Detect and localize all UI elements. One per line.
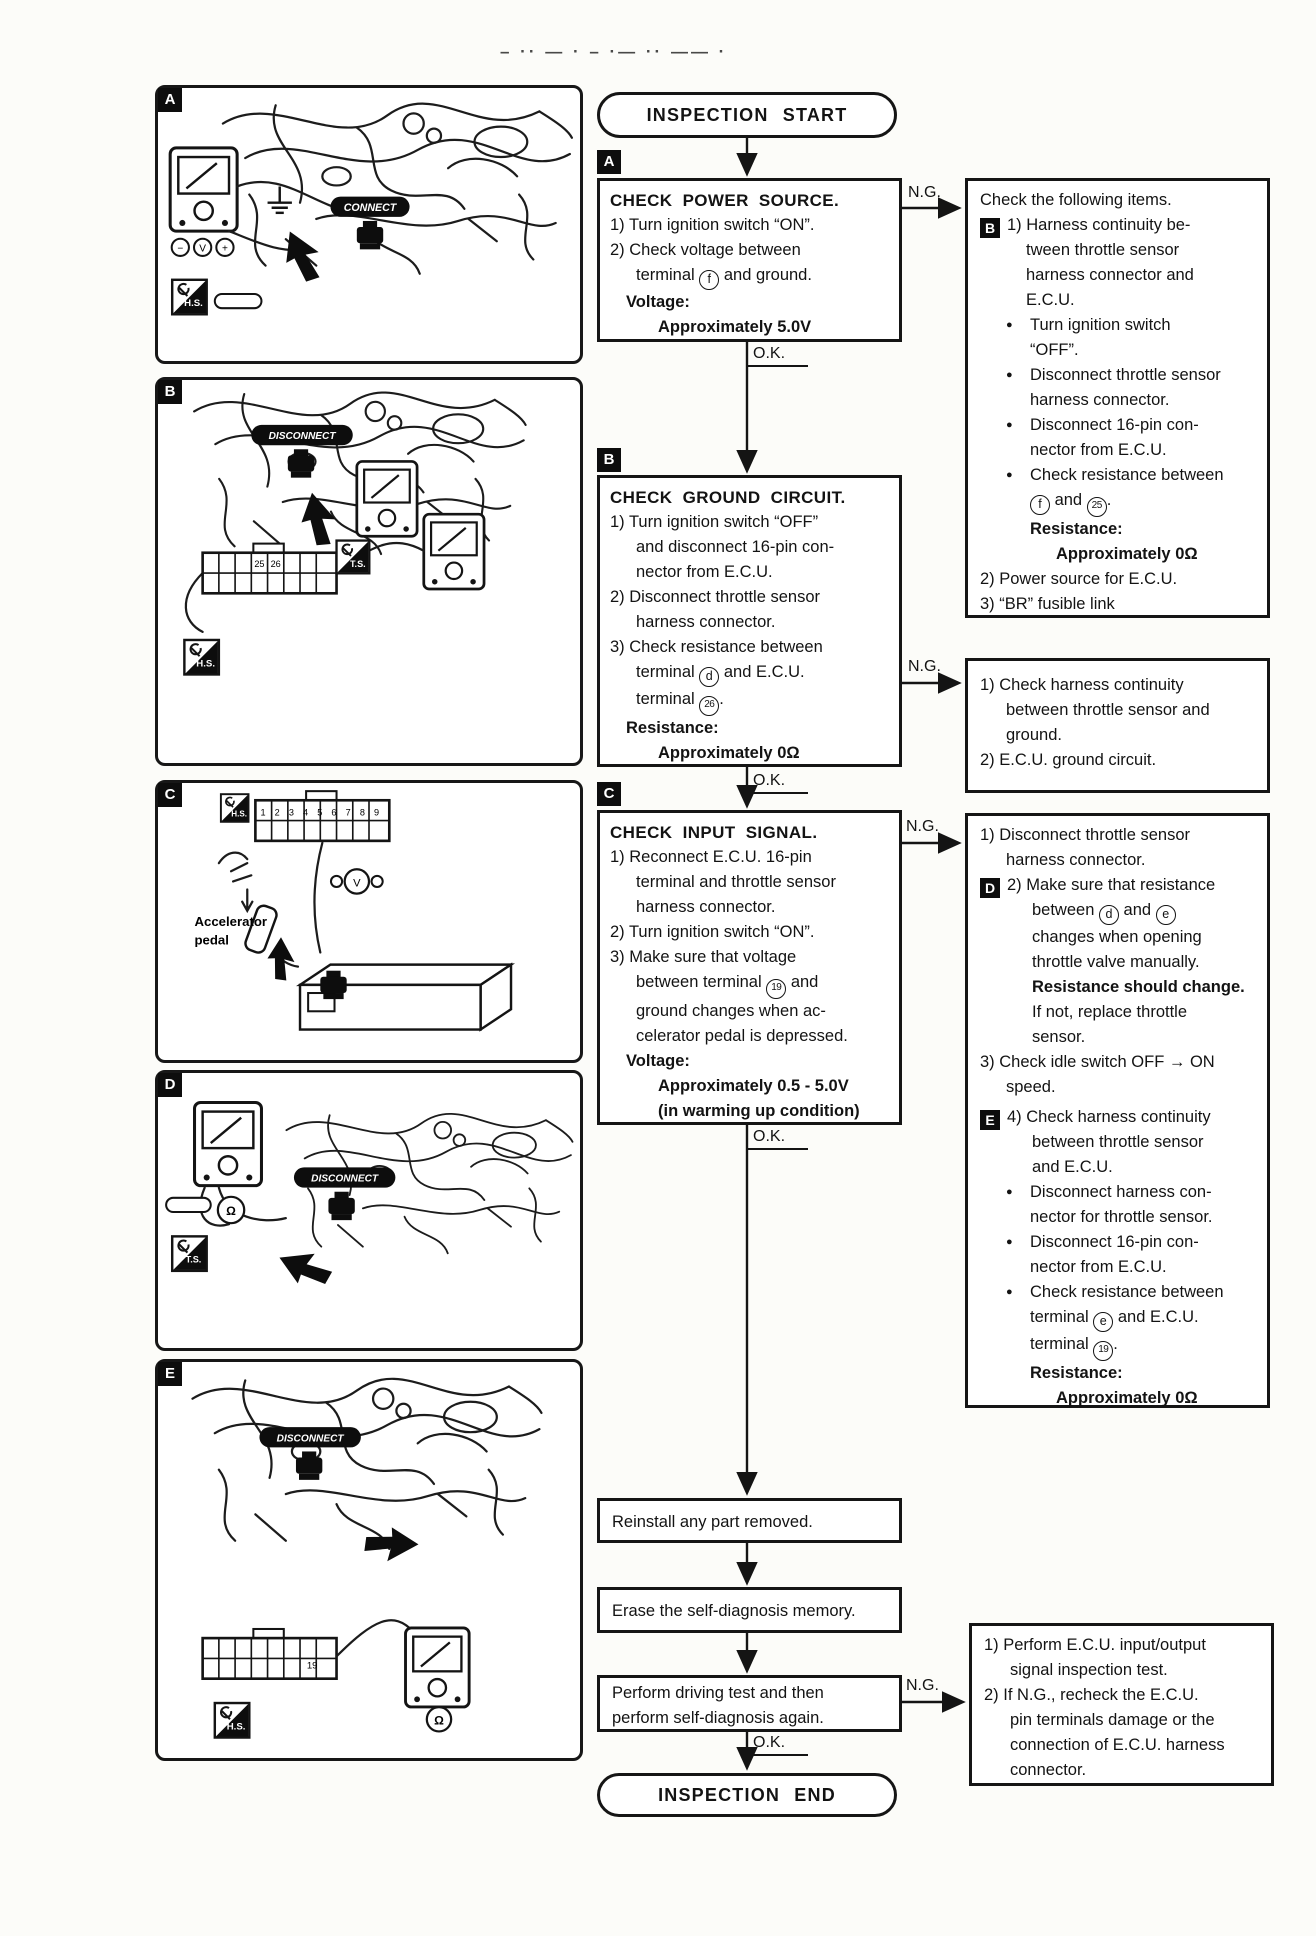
text-line (980, 698, 1255, 723)
illustration-panel-e (155, 1359, 583, 1761)
volt-dial-mark: V (353, 877, 361, 890)
text-line (980, 673, 1255, 698)
text-span: and (1118, 901, 1156, 919)
text-line (610, 610, 889, 635)
ng-check-items-box (965, 178, 1270, 618)
text-span: connection of E.C.U. harness (1010, 1736, 1225, 1754)
text-line (980, 1050, 1255, 1075)
text-span: and E.C.U. (1032, 1158, 1113, 1176)
probe-minus-mark: − (177, 243, 184, 255)
text-span: and disconnect 16-pin con- (636, 538, 835, 556)
pedal-caption-line1: Accelerator (194, 914, 268, 930)
text-span: terminal (636, 663, 700, 681)
text-line (980, 313, 1255, 338)
box-body (984, 1633, 1259, 1783)
text-line (980, 1105, 1255, 1130)
text-line (980, 188, 1255, 213)
ohm-dial-mark: Ω (434, 1713, 444, 1728)
panel-label-a: A (158, 88, 182, 112)
text-span: Reinstall any part removed. (612, 1513, 813, 1531)
text-span: and (786, 973, 819, 991)
text-span: Check the following items. (980, 191, 1172, 209)
text-line (980, 1255, 1255, 1280)
pedal-caption-line2: pedal (194, 932, 229, 948)
text-span: Approximately 0Ω (1056, 1389, 1198, 1407)
text-span: Check resistance between (1030, 1283, 1224, 1301)
text-line (610, 945, 889, 970)
text-line (610, 238, 889, 263)
text-line (980, 723, 1255, 748)
cropped-header-text: – ·· — · – ·— ·· —— · (500, 46, 728, 61)
pin-number-19: 19 (306, 1660, 318, 1672)
circled-terminal: f (699, 270, 719, 290)
box-body (980, 188, 1255, 617)
text-span: 3) Check idle switch OFF → ON (980, 1053, 1215, 1071)
text-line (980, 388, 1255, 413)
text-span: If not, replace throttle (1032, 1003, 1188, 1021)
bullet-icon: ● (1006, 419, 1013, 431)
voltmeter-icon (170, 148, 237, 231)
text-line (610, 535, 889, 560)
illustration-panel-b (155, 377, 583, 766)
text-span: Voltage: (626, 293, 690, 311)
circled-terminal: d (699, 667, 719, 687)
text-span: pin terminals damage or the (1010, 1711, 1215, 1729)
ng-label: N.G. (908, 184, 941, 201)
text-line (980, 567, 1255, 592)
text-line (610, 687, 889, 716)
ng-input-signal-check-box (965, 813, 1270, 1408)
text-span: Resistance: (1030, 1364, 1123, 1382)
text-span: terminal (636, 266, 700, 284)
text-line (610, 660, 889, 687)
text-line (980, 848, 1255, 873)
text-span: (in warming up condition) (658, 1102, 860, 1120)
text-span: speed. (1006, 1078, 1056, 1096)
section-ref-badge: E (980, 1110, 1000, 1130)
text-span: celerator pedal is depressed. (636, 1027, 848, 1045)
text-span: and E.C.U. (719, 663, 805, 681)
text-line (610, 315, 889, 340)
connect-badge-label: CONNECT (343, 201, 397, 214)
text-line (610, 560, 889, 585)
text-line (980, 1180, 1255, 1205)
text-span: E.C.U. (1026, 291, 1075, 309)
text-span: 1) Harness continuity be- (1007, 216, 1191, 234)
text-line (980, 263, 1255, 288)
reinstall-box (597, 1498, 902, 1543)
circled-terminal: 26 (699, 696, 719, 716)
text-span: Approximately 0.5 - 5.0V (658, 1077, 849, 1095)
text-line (980, 1130, 1255, 1155)
text-span: tween throttle sensor (1026, 241, 1180, 259)
ground-symbol-icon (268, 186, 292, 212)
text-span: 1) Perform E.C.U. input/output (984, 1636, 1206, 1654)
inspection-start-node: INSPECTION START (597, 92, 897, 138)
text-span: harness connector and (1026, 266, 1194, 284)
text-span: 3) Make sure that voltage (610, 948, 797, 966)
text-line (612, 1706, 887, 1731)
text-span: between throttle sensor (1032, 1133, 1204, 1151)
ohmmeter-icon (406, 1628, 470, 1707)
ts-tool-badge (172, 1236, 206, 1270)
text-line (610, 920, 889, 945)
text-span: and E.C.U. (1113, 1308, 1199, 1326)
ng-ground-check-box (965, 658, 1270, 793)
text-span: Disconnect 16-pin con- (1030, 1233, 1199, 1251)
text-span: nector from E.C.U. (636, 563, 773, 581)
text-line (612, 1681, 887, 1706)
text-span: 2) Make sure that resistance (1007, 876, 1216, 894)
text-line (980, 438, 1255, 463)
text-line (610, 845, 889, 870)
text-line (984, 1683, 1259, 1708)
ng-label: N.G. (906, 1677, 939, 1694)
box-body (610, 510, 889, 766)
text-line (980, 463, 1255, 488)
box-title: CHECK POWER SOURCE. (610, 191, 840, 210)
driving-test-box (597, 1675, 902, 1732)
text-span: . (1106, 491, 1112, 509)
text-line (980, 213, 1255, 238)
ng-label: N.G. (906, 818, 939, 835)
text-span: 2) Disconnect throttle sensor (610, 588, 821, 606)
text-line (980, 873, 1255, 898)
box-body (612, 1681, 887, 1731)
circled-terminal: e (1156, 905, 1176, 925)
illustration-panel-c (155, 780, 583, 1063)
pin-digits-row: 123456789 (260, 807, 389, 818)
check-power-source-box (597, 178, 902, 342)
illustration-panel-a (155, 85, 583, 364)
box-body (610, 845, 889, 1124)
text-line (610, 741, 889, 766)
text-line (980, 1332, 1255, 1361)
text-span: Disconnect throttle sensor (1030, 366, 1221, 384)
text-line (610, 290, 889, 315)
text-line (610, 970, 889, 999)
text-span: perform self-diagnosis again. (612, 1709, 824, 1727)
text-line (980, 1230, 1255, 1255)
text-line (984, 1733, 1259, 1758)
text-span: and (1050, 491, 1087, 509)
ok-label: O.K. (753, 1734, 786, 1751)
ok-label: O.K. (753, 1128, 786, 1145)
text-line (980, 1025, 1255, 1050)
text-span: 1) Check harness continuity (980, 676, 1184, 694)
circled-terminal: 25 (1087, 497, 1107, 517)
bullet-icon: ● (1006, 1186, 1013, 1198)
check-ground-circuit-box (597, 475, 902, 767)
text-line (612, 1599, 887, 1624)
bullet-icon: ● (1006, 319, 1013, 331)
text-span: terminal (636, 690, 700, 708)
text-span: Voltage: (626, 1052, 690, 1070)
text-line (980, 1075, 1255, 1100)
text-line (980, 1305, 1255, 1332)
text-span: “OFF”. (1030, 341, 1079, 359)
text-span: connector. (1010, 1761, 1087, 1779)
ts-badge-label: T.S. (349, 558, 366, 569)
probe-plus-mark: + (221, 243, 228, 255)
disconnect-badge-label: DISCONNECT (311, 1173, 379, 1185)
ok-label: O.K. (753, 345, 786, 362)
text-line (980, 488, 1255, 517)
text-line (980, 238, 1255, 263)
text-span: nector for throttle sensor. (1030, 1208, 1213, 1226)
ok-label: O.K. (753, 772, 786, 789)
text-line (980, 975, 1255, 1000)
flow-label-b: B (597, 448, 621, 472)
text-span: Check resistance between (1030, 466, 1224, 484)
text-span: harness connector. (636, 898, 776, 916)
text-span: Approximately 0Ω (1056, 545, 1198, 563)
text-span: nector from E.C.U. (1030, 441, 1167, 459)
text-span: 2) Check voltage between (610, 241, 801, 259)
text-line (980, 1155, 1255, 1180)
text-line (610, 213, 889, 238)
text-line (610, 895, 889, 920)
probe-volt-mark: V (199, 243, 207, 255)
text-line (610, 585, 889, 610)
text-span: 2) Turn ignition switch “ON”. (610, 923, 815, 941)
text-line (610, 870, 889, 895)
text-span: changes when opening (1032, 928, 1202, 946)
ng-ecu-recheck-box (969, 1623, 1274, 1786)
text-span: 2) E.C.U. ground circuit. (980, 751, 1157, 769)
text-span: Resistance: (626, 719, 719, 737)
connector-plug-icon (357, 221, 383, 249)
text-line (980, 925, 1255, 950)
text-line (980, 363, 1255, 388)
text-span: Perform driving test and then (612, 1684, 824, 1702)
text-line (610, 1074, 889, 1099)
pin-number-26: 26 (270, 558, 281, 569)
ohm-dial-mark: Ω (226, 1204, 236, 1219)
text-span: nector from E.C.U. (1030, 1258, 1167, 1276)
inspection-end-node: INSPECTION END (597, 1773, 897, 1817)
accelerator-pedal-icon (243, 904, 278, 955)
small-tag-pill (166, 1198, 211, 1212)
panel-label-c: C (158, 783, 182, 807)
panel-label-d: D (158, 1073, 182, 1097)
text-span: ground changes when ac- (636, 1002, 826, 1020)
text-line (610, 716, 889, 741)
text-span: 1) Disconnect throttle sensor (980, 826, 1191, 844)
text-span: ground. (1006, 726, 1062, 744)
text-span: harness connector. (1006, 851, 1146, 869)
text-line (610, 1049, 889, 1074)
flow-label-c: C (597, 782, 621, 806)
hs-badge-label: H.S. (184, 298, 203, 310)
section-ref-badge: D (980, 878, 1000, 898)
text-line (980, 288, 1255, 313)
panel-label-e: E (158, 1362, 182, 1386)
text-line (610, 1099, 889, 1124)
text-span: 3) “BR” fusible link (980, 595, 1115, 613)
text-span: Resistance should change. (1032, 978, 1245, 996)
text-line (610, 510, 889, 535)
text-span: . (719, 690, 724, 708)
hs-badge-label: H.S. (231, 809, 248, 819)
text-line (980, 1280, 1255, 1305)
text-span: 2) If N.G., recheck the E.C.U. (984, 1686, 1199, 1704)
text-line (984, 1758, 1259, 1783)
text-span: 1) Turn ignition switch “OFF” (610, 513, 819, 531)
ohmmeter-icon (424, 514, 484, 589)
text-span: sensor. (1032, 1028, 1086, 1046)
text-span: signal inspection test. (1010, 1661, 1168, 1679)
text-line (980, 338, 1255, 363)
section-ref-badge: B (980, 218, 1000, 238)
connector-plug-icon (328, 1192, 354, 1220)
circled-terminal: d (1099, 905, 1119, 925)
ts-badge-label: T.S. (185, 1254, 202, 1265)
text-line (980, 823, 1255, 848)
text-line (980, 1386, 1255, 1411)
text-line (980, 1205, 1255, 1230)
hs-badge-label: H.S. (226, 1721, 246, 1733)
box-body (610, 213, 889, 340)
circled-terminal: e (1093, 1312, 1113, 1332)
text-span: Approximately 0Ω (658, 744, 800, 762)
box-title: CHECK GROUND CIRCUIT. (610, 488, 846, 507)
pointer-arrow-icon (279, 1238, 335, 1297)
text-span: harness connector. (1030, 391, 1170, 409)
text-line (984, 1708, 1259, 1733)
text-line (610, 263, 889, 290)
text-span: harness connector. (636, 613, 776, 631)
text-span: 1) Reconnect E.C.U. 16-pin (610, 848, 812, 866)
engine-line-art (192, 1379, 541, 1549)
disconnect-badge-label: DISCONNECT (276, 1433, 344, 1445)
text-line (980, 748, 1255, 773)
check-input-signal-box (597, 810, 902, 1125)
ng-label: N.G. (908, 658, 941, 675)
text-span: and ground. (719, 266, 812, 284)
text-line (980, 592, 1255, 617)
box-title: CHECK INPUT SIGNAL. (610, 823, 818, 842)
text-span: Erase the self-diagnosis memory. (612, 1602, 856, 1620)
text-span: Turn ignition switch (1030, 316, 1171, 334)
text-span: Approximately 5.0V (658, 318, 812, 336)
text-span: Disconnect harness con- (1030, 1183, 1212, 1201)
text-span: Resistance: (1030, 520, 1123, 538)
text-line (610, 999, 889, 1024)
box-body (980, 823, 1255, 1411)
hs-badge-label: H.S. (196, 658, 216, 670)
circled-terminal: f (1030, 495, 1050, 515)
text-span: terminal and throttle sensor (636, 873, 836, 891)
bullet-icon: ● (1006, 1236, 1013, 1248)
text-span: between throttle sensor and (1006, 701, 1210, 719)
text-line (980, 542, 1255, 567)
text-line (610, 635, 889, 660)
small-tag-pill (215, 294, 262, 308)
box-body (980, 673, 1255, 773)
text-line (612, 1510, 887, 1535)
text-line (610, 1024, 889, 1049)
bullet-icon: ● (1006, 369, 1013, 381)
pointer-arrow-icon (359, 1516, 419, 1574)
text-span: terminal (1030, 1335, 1094, 1353)
text-line (984, 1633, 1259, 1658)
bullet-icon: ● (1006, 469, 1013, 481)
text-span: terminal (1030, 1308, 1094, 1326)
text-line (984, 1658, 1259, 1683)
ohmmeter-icon (357, 461, 417, 536)
box-body (612, 1510, 887, 1535)
ohmmeter-icon (195, 1102, 262, 1185)
flow-label-a: A (597, 150, 621, 174)
text-line (980, 898, 1255, 925)
erase-memory-box (597, 1587, 902, 1633)
text-span: 2) Power source for E.C.U. (980, 570, 1178, 588)
circled-terminal: 19 (766, 979, 786, 999)
ecu-connector-strip (203, 544, 337, 594)
box-body (612, 1599, 887, 1624)
disconnect-badge-label: DISCONNECT (268, 431, 336, 443)
text-line (980, 517, 1255, 542)
panel-label-b: B (158, 380, 182, 404)
text-span: 4) Check harness continuity (1007, 1108, 1211, 1126)
bullet-icon: ● (1006, 1286, 1013, 1298)
circled-terminal: 19 (1093, 1341, 1113, 1361)
illustration-panel-d (155, 1070, 583, 1351)
text-line (980, 950, 1255, 975)
text-line (980, 1361, 1255, 1386)
text-span: Disconnect 16-pin con- (1030, 416, 1199, 434)
text-span: . (1113, 1335, 1118, 1353)
text-span: between (1032, 901, 1099, 919)
text-span: throttle valve manually. (1032, 953, 1200, 971)
text-line (980, 1000, 1255, 1025)
pin-number-25: 25 (254, 558, 265, 569)
text-span: 3) Check resistance between (610, 638, 823, 656)
text-line (980, 413, 1255, 438)
text-span: between terminal (636, 973, 767, 991)
text-span: 1) Turn ignition switch “ON”. (610, 216, 815, 234)
hand-press-art (219, 853, 252, 911)
